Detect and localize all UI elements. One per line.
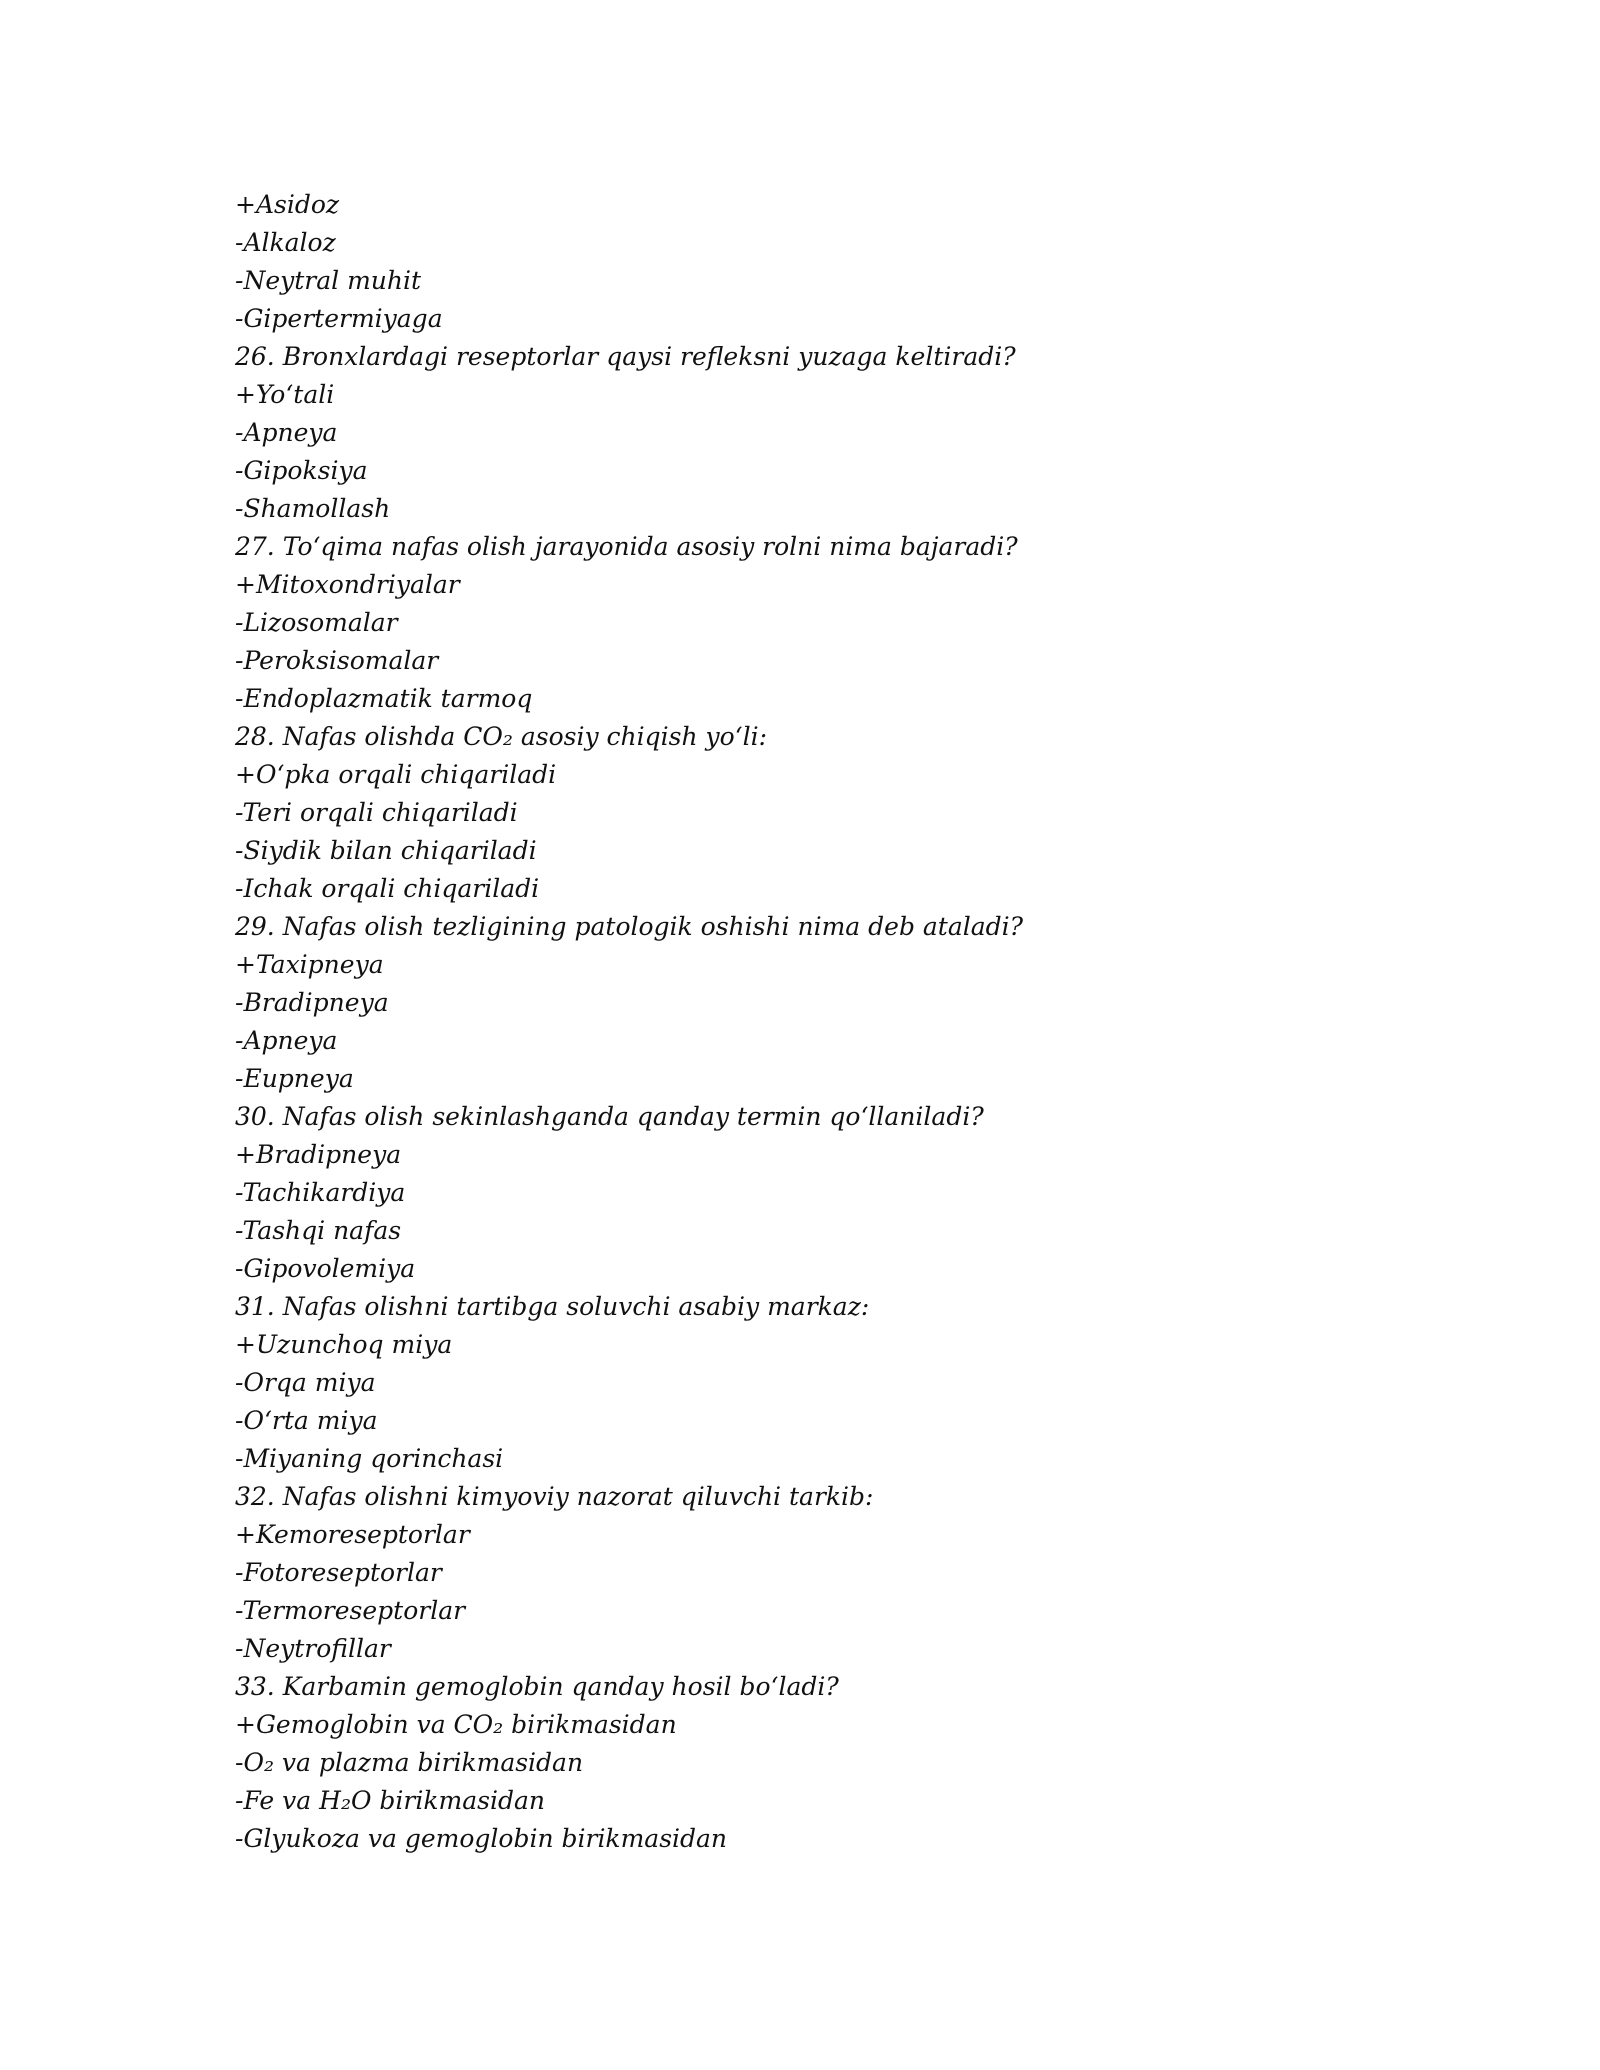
answer-option: -Siydik bilan chiqariladi [235,836,537,865]
question-31: 31. Nafas olishni tartibga soluvchi asabiy markaz: [235,1292,870,1321]
answer-option: -Teri orqali chiqariladi [235,798,518,827]
answer-option: +Yo‘tali [235,380,335,409]
answer-option: +Asidoz [235,190,340,219]
answer-option: -Endoplazmatik tarmoq [235,684,533,713]
answer-option: -Orqa miya [235,1368,376,1397]
question-26: 26. Bronxlardagi reseptorlar qaysi refleksni yuzaga keltiradi? [235,342,1016,371]
answer-option: -Lizosomalar [235,608,398,637]
answer-option: -Neytrofillar [235,1634,391,1663]
question-29: 29. Nafas olish tezligining patologik oshishi nima deb ataladi? [235,912,1024,941]
answer-option: -Gipovolemiya [235,1254,416,1283]
answer-option: -Apneya [235,418,338,447]
answer-option: +Bradipneya [235,1140,402,1169]
answer-option: -Termoreseptorlar [235,1596,466,1625]
answer-option: -Fotoreseptorlar [235,1558,442,1587]
answer-option: -O₂ va plazma birikmasidan [235,1748,584,1777]
question-33: 33. Karbamin gemoglobin qanday hosil bo‘ladi? [235,1672,839,1701]
answer-option: -Shamollash [235,494,391,523]
answer-option: -Tashqi nafas [235,1216,402,1245]
answer-option: -Peroksisomalar [235,646,439,675]
answer-option: -Alkaloz [235,228,336,257]
answer-option: -Fe va H₂O birikmasidan [235,1786,545,1815]
answer-option: -Eupneya [235,1064,354,1093]
answer-option: +Gemoglobin va CO₂ birikmasidan [235,1710,677,1739]
answer-option: +Kemoreseptorlar [235,1520,470,1549]
answer-option: -Miyaning qorinchasi [235,1444,504,1473]
answer-option: -Gipoksiya [235,456,368,485]
answer-option: -Ichak orqali chiqariladi [235,874,540,903]
question-30: 30. Nafas olish sekinlashganda qanday termin qo‘llaniladi? [235,1102,984,1131]
answer-option: +Mitoxondriyalar [235,570,460,599]
question-28: 28. Nafas olishda CO₂ asosiy chiqish yo‘li: [235,722,768,751]
answer-option: -Bradipneya [235,988,389,1017]
answer-option: -Gipertermiyaga [235,304,443,333]
answer-option: -Tachikardiya [235,1178,406,1207]
question-27: 27. To‘qima nafas olish jarayonida asosiy rolni nima bajaradi? [235,532,1018,561]
answer-option: -Apneya [235,1026,338,1055]
question-32: 32. Nafas olishni kimyoviy nazorat qiluvchi tarkib: [235,1482,874,1511]
answer-option: -Glyukoza va gemoglobin birikmasidan [235,1824,728,1853]
answer-option: +Taxipneya [235,950,384,979]
answer-option: +Uzunchoq miya [235,1330,453,1359]
answer-option: -O‘rta miya [235,1406,378,1435]
answer-option: -Neytral muhit [235,266,422,295]
quiz-text-block [235,186,1435,1858]
answer-option: +O‘pka orqali chiqariladi [235,760,557,789]
